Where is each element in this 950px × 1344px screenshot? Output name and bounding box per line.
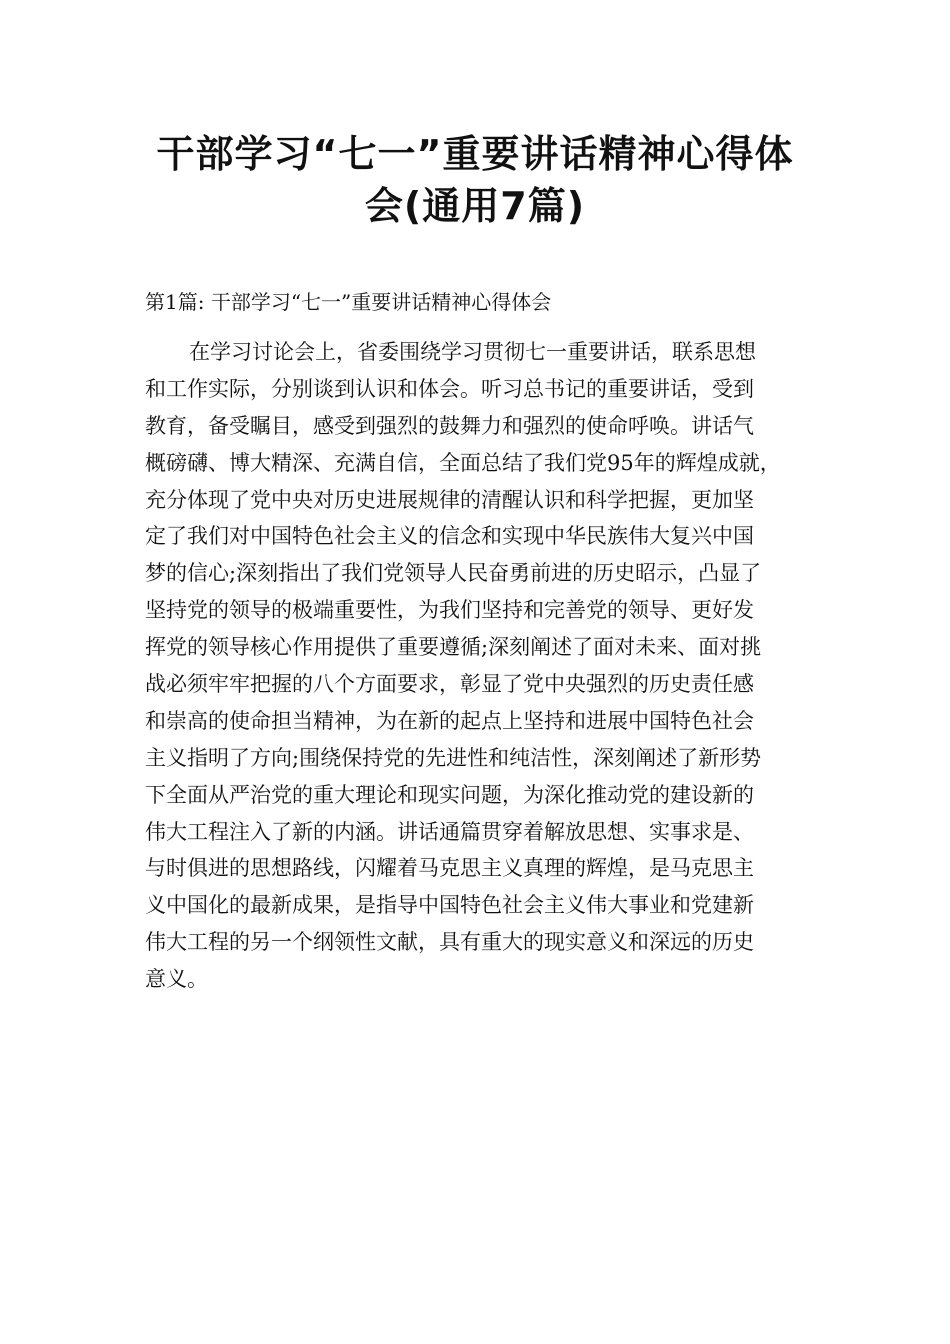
paragraph-line: 定了我们对中国特色社会主义的信念和实现中华民族伟大复兴中国 <box>145 524 754 549</box>
paragraph-line: 充分体现了党中央对历史进展规律的清醒认识和科学把握，更加坚 <box>145 487 754 512</box>
paragraph-line: 坚持党的领导的极端重要性，为我们坚持和完善党的领导、更好发 <box>145 598 754 623</box>
paragraph-line: 主义指明了方向;围绕保持党的先进性和纯洁性，深刻阐述了新形势 <box>145 745 762 770</box>
paragraph-line: 在学习讨论会上，省委围绕学习贯彻七一重要讲话，联系思想 <box>189 340 756 364</box>
paragraph-line: 和工作实际，分别谈到认识和体会。听习总书记的重要讲话，受到 <box>145 376 754 401</box>
document-title-line-2: 会(通用7篇) <box>364 184 586 228</box>
paragraph-line: 战必须牢牢把握的八个方面要求，彰显了党中央强烈的历史责任感 <box>145 672 754 697</box>
paragraph-line: 和崇高的使命担当精神，为在新的起点上坚持和进展中国特色社会 <box>145 708 754 733</box>
paragraph-line: 伟大工程注入了新的内涵。讲话通篇贯穿着解放思想、实事求是、 <box>145 819 754 844</box>
body-paragraph <box>145 334 845 998</box>
paragraph-line: 与时俱进的思想路线，闪耀着马克思主义真理的辉煌，是马克思主 <box>145 856 754 881</box>
paragraph-line: 梦的信心;深刻指出了我们党领导人民奋勇前进的历史昭示，凸显了 <box>145 561 762 586</box>
paragraph-line: 义中国化的最新成果，是指导中国特色社会主义伟大事业和党建新 <box>145 893 754 918</box>
paragraph-line: 下全面从严治党的重大理论和现实问题，为深化推动党的建设新的 <box>145 782 754 807</box>
section-heading: 第1篇: 干部学习“七一”重要讲话精神心得体会 <box>145 290 552 314</box>
paragraph-line: 伟大工程的另一个纲领性文献，具有重大的现实意义和深远的历史 <box>145 930 754 955</box>
paragraph-line: 概磅礴、博大精深、充满自信，全面总结了我们党95年的辉煌成就， <box>145 450 781 475</box>
paragraph-line: 意义。 <box>145 967 208 992</box>
paragraph-line: 挥党的领导核心作用提供了重要遵循;深刻阐述了面对未来、面对挑 <box>145 635 762 660</box>
document-title-line-1: 干部学习“七一”重要讲话精神心得体 <box>156 132 794 176</box>
paragraph-line: 教育，备受瞩目，感受到强烈的鼓舞力和强烈的使命呼唤。讲话气 <box>145 413 754 438</box>
document-title <box>100 128 850 232</box>
